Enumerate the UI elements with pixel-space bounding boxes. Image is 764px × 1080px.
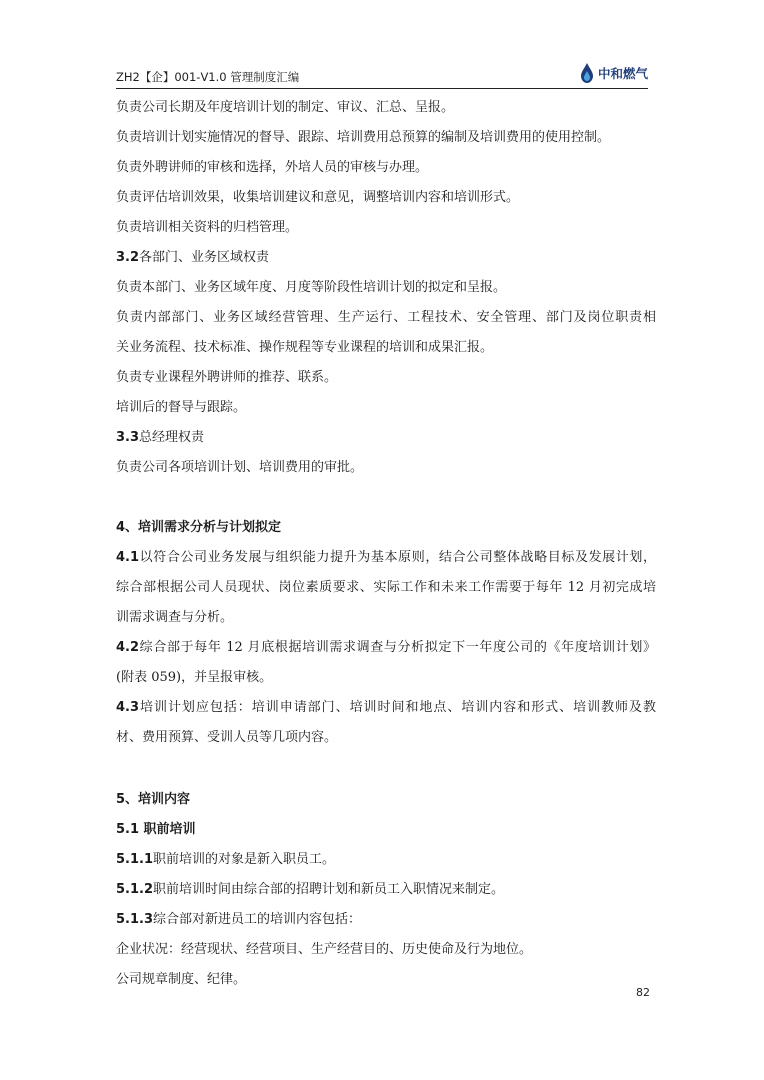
clause-line bbox=[116, 910, 656, 930]
body-line: 负责培训相关资料的归档管理。 bbox=[116, 220, 299, 235]
body-line: 培训后的督导与跟踪。 bbox=[116, 400, 247, 415]
body-line: 企业状况：经营现状、经营项目、生产经营目的、历史使命及行为地位。 bbox=[116, 942, 533, 957]
body-line: 负责评估培训效果，收集培训建议和意见，调整培训内容和培训形式。 bbox=[116, 190, 520, 205]
body-line: 负责外聘讲师的审核和选择，外培人员的审核与办理。 bbox=[116, 160, 429, 175]
body-line: 负责公司长期及年度培训计划的制定、审议、汇总、呈报。 bbox=[116, 100, 455, 115]
section-heading-5: 5、培训内容 bbox=[116, 792, 191, 807]
subsection-title: 各部门、业务区域权责 bbox=[139, 250, 270, 265]
clause-text: 综合部对新进员工的培训内容包括： bbox=[153, 912, 362, 927]
clause-text: 职前培训的对象是新入职员工。 bbox=[153, 852, 336, 867]
section-number: 5.1.3 bbox=[116, 912, 154, 927]
logo-text: 中和燃气 bbox=[597, 66, 648, 81]
section-number: 5.1.1 bbox=[116, 852, 154, 867]
body-line: 负责培训计划实施情况的督导、跟踪、培训费用总预算的编制及培训费用的使用控制。 bbox=[116, 130, 611, 145]
subsection-heading-5-1: 5.1 职前培训 bbox=[116, 822, 196, 837]
body-line: 综合部根据公司人员现状、岗位素质要求、实际工作和未来工作需要于每年 12 月初完成培 bbox=[116, 580, 656, 595]
subsection-heading bbox=[116, 248, 656, 268]
section-number: 4.1 bbox=[116, 550, 140, 565]
section-heading-4: 4、培训需求分析与计划拟定 bbox=[116, 520, 282, 535]
section-number: 5.1.2 bbox=[116, 882, 154, 897]
clause-text: 培训计划应包括：培训申请部门、培训时间和地点、培训内容和形式、培训教师及教 bbox=[139, 700, 656, 715]
clause-text: 职前培训时间由综合部的招聘计划和新员工入职情况来制定。 bbox=[153, 882, 505, 897]
subsection-heading bbox=[116, 428, 656, 448]
clause-text: 综合部于每年 12 月底根据培训需求调查与分析拟定下一年度公司的《年度培训计划》 bbox=[139, 640, 656, 655]
body-line: 负责公司各项培训计划、培训费用的审批。 bbox=[116, 460, 364, 475]
subsection-title: 总经理权责 bbox=[139, 430, 205, 445]
section-number: 4.3 bbox=[116, 700, 140, 715]
clause-line bbox=[116, 880, 656, 900]
clause-line bbox=[116, 850, 656, 870]
body-line: (附表 059)，并呈报审核。 bbox=[116, 670, 273, 685]
flame-drop-icon bbox=[579, 62, 595, 84]
section-number: 3.2 bbox=[116, 250, 140, 265]
company-logo bbox=[579, 61, 648, 85]
body-line: 负责内部部门、业务区域经营管理、生产运行、工程技术、安全管理、部门及岗位职责相 bbox=[116, 310, 656, 325]
clause-line bbox=[116, 548, 656, 568]
page-number: 82 bbox=[636, 986, 650, 999]
header-doc-title: ZH2【企】001-V1.0 管理制度汇编 bbox=[116, 70, 300, 84]
page-header bbox=[116, 58, 648, 89]
clause-line bbox=[116, 638, 656, 658]
body-line: 负责专业课程外聘讲师的推荐、联系。 bbox=[116, 370, 338, 385]
section-number: 3.3 bbox=[116, 430, 140, 445]
body-line: 训需求调查与分析。 bbox=[116, 610, 234, 625]
clause-line bbox=[116, 698, 656, 718]
body-line: 关业务流程、技术标准、操作规程等专业课程的培训和成果汇报。 bbox=[116, 340, 494, 355]
body-line: 负责本部门、业务区域年度、月度等阶段性培训计划的拟定和呈报。 bbox=[116, 280, 507, 295]
clause-text: 以符合公司业务发展与组织能力提升为基本原则，结合公司整体战略目标及发展计划， bbox=[139, 550, 656, 565]
section-number: 4.2 bbox=[116, 640, 140, 655]
body-line: 公司规章制度、纪律。 bbox=[116, 972, 247, 987]
body-line: 材、费用预算、受训人员等几项内容。 bbox=[116, 730, 338, 745]
